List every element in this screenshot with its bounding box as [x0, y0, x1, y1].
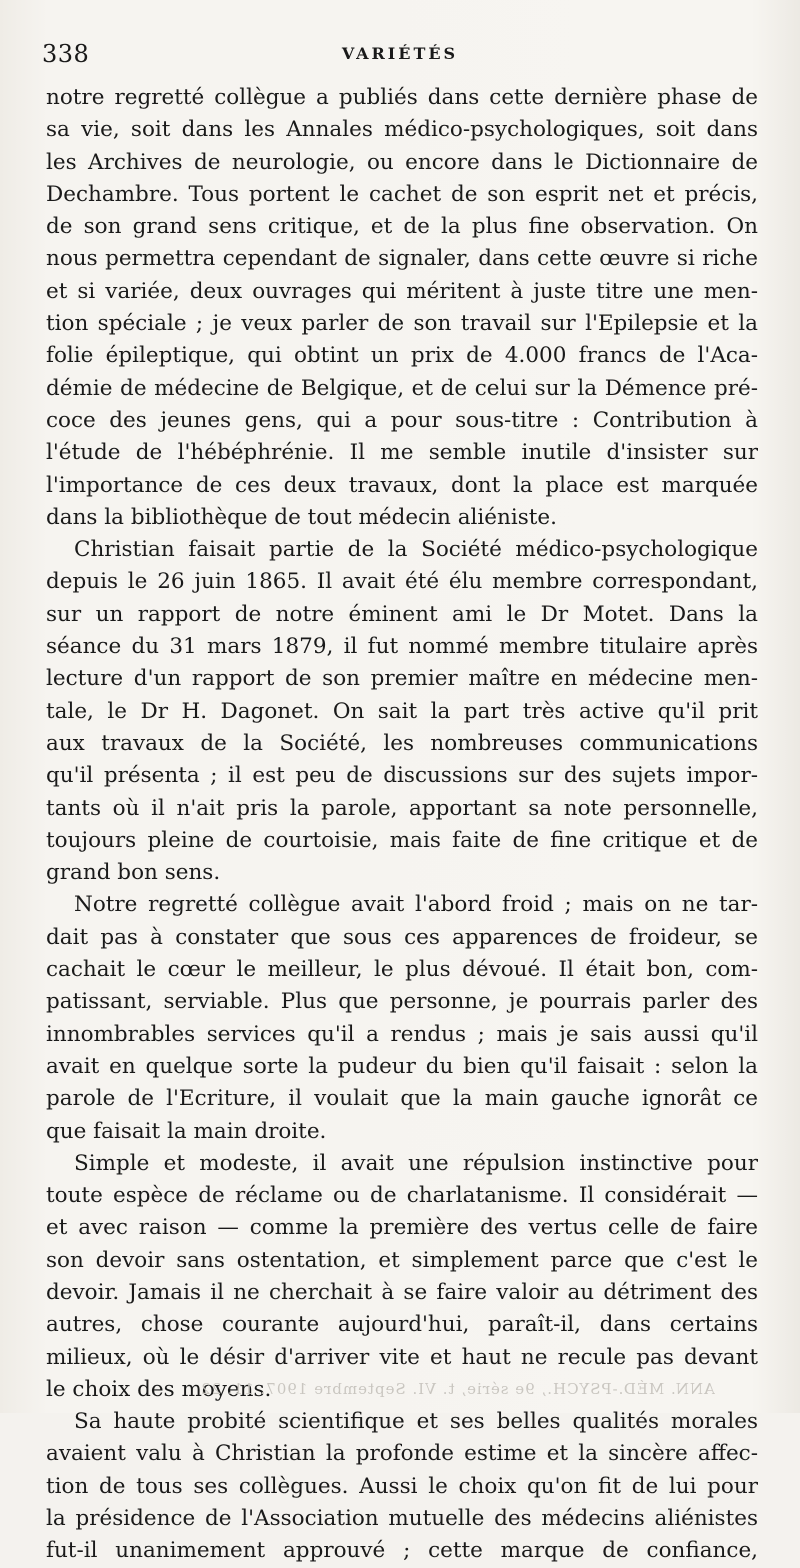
text-line: dans la bibliothèque de tout médecin aliéniste. [46, 504, 557, 530]
text-line: Notre regretté collègue avait l'abord froid ; mais on ne tar- [74, 892, 758, 918]
text-line: patissant, serviable. Plus que personne, je pourrais parler des [46, 989, 758, 1015]
text-line: son devoir sans ostentation, et simplement parce que c'est le [46, 1247, 758, 1273]
text-line: qu'il présenta ; il est peu de discussions sur des sujets impor- [46, 763, 758, 789]
text-line: sa vie, soit dans les Annales médico-psychologiques, soit dans [46, 117, 758, 143]
text-line: sur un rapport de notre éminent ami le Dr Motet. Dans la [46, 601, 758, 627]
text-line: le choix des moyens. [46, 1376, 272, 1402]
text-line: milieux, où le désir d'arriver vite et haut ne recule pas devant [46, 1344, 758, 1370]
text-line: innombrables services qu'il a rendus ; mais je sais aussi qu'il [46, 1021, 758, 1047]
text-line: toujours pleine de courtoisie, mais faite de fine critique et de [46, 827, 758, 853]
text-line: tion spéciale ; je veux parler de son travail sur l'Epilepsie et la [46, 311, 758, 337]
text-line: parole de l'Ecriture, il voulait que la main gauche ignorât ce [46, 1086, 758, 1112]
text-line: Christian faisait partie de la Société médico-psychologique [74, 537, 758, 563]
text-line: notre regretté collègue a publiés dans cette dernière phase de [46, 85, 758, 110]
text-line: Sa haute probité scientifique et ses belles qualités morales [74, 1409, 758, 1435]
text-line: folie épileptique, qui obtint un prix de 4.000 francs de l'Aca- [46, 343, 758, 369]
text-line: et avec raison — comme la première des vertus celle de faire [46, 1215, 758, 1241]
text-line: cachait le cœur le meilleur, le plus dévoué. Il était bon, com- [46, 957, 758, 983]
text-line: tants où il n'ait pris la parole, apportant sa note personnelle, [46, 795, 758, 821]
page-header [42, 40, 758, 80]
text-line: avait en quelque sorte la pudeur du bien qu'il faisait : selon la [46, 1053, 758, 1079]
text-line: tion de tous ses collègues. Aussi le choix qu'on fit de lui pour [46, 1473, 758, 1499]
text-line: coce des jeunes gens, qui a pour sous-titre : Contribution à [46, 407, 758, 433]
text-line: fut-il unanimement approuvé ; cette marque de confiance, [46, 1538, 758, 1564]
text-line: les Archives de neurologie, ou encore dans le Dictionnaire de [46, 149, 758, 175]
text-line: lecture d'un rapport de son premier maître en médecine men- [46, 666, 758, 692]
body-text [46, 82, 758, 1568]
text-line: aux travaux de la Société, les nombreuses communications [46, 730, 758, 756]
text-line: et si variée, deux ouvrages qui méritent à juste titre une men- [46, 278, 758, 304]
text-line: depuis le 26 juin 1865. Il avait été élu membre correspondant, [46, 569, 758, 595]
text-line: démie de médecine de Belgique, et de celui sur la Démence pré- [46, 375, 758, 401]
text-line: tale, le Dr H. Dagonet. On sait la part très active qu'il prit [46, 698, 758, 724]
text-line: toute espèce de réclame ou de charlatanisme. Il considérait — [46, 1183, 758, 1209]
bleed-through-footer: ANN. MÉD.-PSYCH., 9e série, t. VI. Septembre 1907. 11. 22 [200, 1380, 715, 1398]
text-line: avaient valu à Christian la profonde estime et la sincère affec- [46, 1441, 758, 1467]
text-line: l'importance de ces deux travaux, dont la place est marquée [46, 472, 758, 498]
text-line: Dechambre. Tous portent le cachet de son esprit net et précis, [46, 181, 758, 207]
text-line: devoir. Jamais il ne cherchait à se faire valoir au détriment des [46, 1279, 758, 1305]
text-line: autres, chose courante aujourd'hui, paraît-il, dans certains [46, 1312, 758, 1338]
text-line: la présidence de l'Association mutuelle des médecins aliénistes [46, 1506, 758, 1532]
text-line: dait pas à constater que sous ces apparences de froideur, se [46, 924, 758, 950]
running-head: VARIÉTÉS [341, 44, 459, 63]
text-line: l'étude de l'hébéphrénie. Il me semble inutile d'insister sur [46, 440, 758, 466]
text-line: de son grand sens critique, et de la plus fine observation. On [46, 214, 758, 240]
text-line: nous permettra cependant de signaler, dans cette œuvre si riche [46, 246, 758, 272]
page-number: 338 [42, 40, 90, 68]
text-line: grand bon sens. [46, 860, 221, 886]
text-line: séance du 31 mars 1879, il fut nommé membre titulaire après [46, 634, 758, 660]
text-line: Simple et modeste, il avait une répulsion instinctive pour [74, 1150, 758, 1176]
text-line: que faisait la main droite. [46, 1118, 327, 1144]
